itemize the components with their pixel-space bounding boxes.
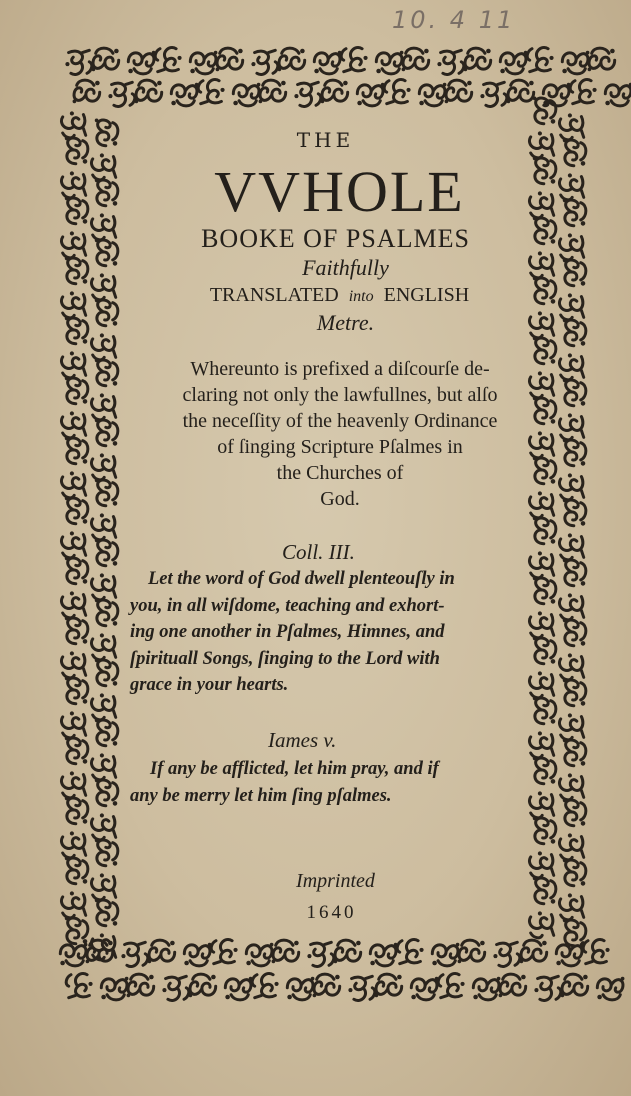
title-the: THE: [296, 128, 355, 152]
fleuron-ornament: [583, 939, 609, 963]
fleuron-ornament: [411, 977, 438, 1000]
fleuron-ornament: [562, 51, 589, 74]
description-block: [150, 356, 530, 512]
fleuron-ornament: [155, 47, 181, 71]
fleuron-ornament: [108, 82, 134, 106]
title-faithfully: Faithfully: [302, 255, 389, 280]
fleuron-ornament: [61, 351, 85, 377]
fleuron-ornament: [92, 48, 119, 71]
fleuron-ornament: [65, 797, 88, 824]
coll-verse: [130, 566, 530, 699]
fleuron-ornament: [438, 973, 464, 997]
fleuron-ornament: [216, 48, 243, 71]
fleuron-ornament: [348, 976, 374, 1000]
fleuron-ornament: [95, 359, 118, 386]
fleuron-ornament: [61, 591, 85, 617]
imprint-year: 1640: [306, 902, 357, 923]
fleuron-ornament: [559, 473, 583, 499]
fleuron-ornament: [437, 50, 463, 74]
fleuron-ornament: [61, 471, 85, 497]
fleuron-ornament: [321, 80, 348, 103]
fleuron-ornament: [563, 679, 586, 706]
fleuron-ornament: [246, 943, 273, 966]
fleuron-ornament: [65, 677, 88, 704]
fleuron-ornament: [529, 731, 553, 757]
fleuron-ornament: [527, 47, 553, 71]
fleuron-ornament: [91, 333, 115, 359]
fleuron-ornament: [402, 48, 429, 71]
fleuron-ornament: [61, 411, 85, 437]
title-english: ENGLISH: [383, 284, 470, 306]
fleuron-ornament: [225, 977, 252, 1000]
description-line: claring not only the lawfullnes, but alſo: [182, 384, 498, 406]
fleuron-ornament: [65, 617, 88, 644]
fleuron-ornament: [91, 573, 115, 599]
fleuron-ornament: [95, 599, 118, 626]
fleuron-ornament: [397, 939, 423, 963]
fleuron-ornament: [162, 976, 188, 1000]
james-verse: [130, 756, 530, 809]
fleuron-ornament: [61, 711, 85, 737]
fleuron-ornament: [563, 379, 586, 406]
title-metre: Metre.: [316, 310, 375, 335]
fleuron-ornament: [233, 83, 260, 106]
fleuron-ornament: [445, 80, 472, 103]
fleuron-ornament: [66, 973, 92, 997]
fleuron-ornament: [559, 833, 583, 859]
fleuron-ornament: [95, 719, 118, 746]
fleuron-ornament: [370, 943, 397, 966]
fleuron-ornament: [432, 943, 459, 966]
description-line: the neceſſity of the heavenly Ordinance: [182, 410, 498, 432]
fleuron-ornament: [493, 942, 519, 966]
james-verse-line: any be merry let him ſing pſalmes.: [130, 785, 392, 806]
fleuron-ornament: [563, 799, 586, 826]
fleuron-ornament: [559, 593, 583, 619]
fleuron-ornament: [529, 671, 553, 697]
fleuron-ornament: [278, 48, 305, 71]
title-booke-of-psalmes: BOOKE OF PSALMES: [201, 224, 470, 253]
fleuron-ornament: [65, 377, 88, 404]
fleuron-ornament: [341, 47, 367, 71]
fleuron-ornament: [499, 974, 526, 997]
fleuron-ornament: [91, 813, 115, 839]
fleuron-ornament: [520, 940, 547, 963]
fleuron-ornament: [287, 977, 314, 1000]
fleuron-ornament: [148, 940, 175, 963]
coll-verse-line: grace in your hearts.: [130, 675, 289, 695]
fleuron-ornament: [473, 977, 500, 1000]
fleuron-ornament: [313, 974, 340, 997]
fleuron-ornament: [533, 457, 556, 484]
coll-verse-line: you, in all wiſdome, teaching and exhort-: [130, 595, 445, 616]
fleuron-ornament: [91, 513, 115, 539]
james-verse-line: If any be afflicted, let him pray, and if: [150, 759, 439, 779]
fleuron-ornament: [533, 97, 556, 124]
handwritten-shelf-mark: 10. 4 11: [392, 6, 516, 34]
fleuron-ornament: [61, 831, 85, 857]
title-whole: VVHOLE: [214, 159, 465, 224]
fleuron-ornament: [65, 50, 91, 74]
description-line: of ſinging Scripture Pſalmes in: [217, 436, 463, 458]
fleuron-ornament: [101, 977, 128, 1000]
fleuron-ornament: [95, 479, 118, 506]
fleuron-ornament: [559, 713, 583, 739]
fleuron-ornament: [314, 51, 341, 74]
fleuron-ornament: [529, 791, 553, 817]
fleuron-ornament: [533, 697, 556, 724]
fleuron-ornament: [563, 499, 586, 526]
fleuron-ornament: [65, 497, 88, 524]
fleuron-ornament: [533, 517, 556, 544]
fleuron-ornament: [190, 51, 217, 74]
fleuron-ornament: [529, 491, 553, 517]
fleuron-ornament: [533, 637, 556, 664]
fleuron-ornament: [61, 531, 85, 557]
fleuron-ornament: [95, 419, 118, 446]
fleuron-ornament: [307, 942, 333, 966]
fleuron-ornament: [533, 337, 556, 364]
fleuron-ornament: [65, 437, 88, 464]
fleuron-ornament: [211, 939, 237, 963]
fleuron-ornament: [384, 79, 410, 103]
fleuron-ornament: [529, 611, 553, 637]
fleuron-ornament: [128, 51, 155, 74]
fleuron-ornament: [259, 80, 286, 103]
fleuron-ornament: [251, 50, 277, 74]
fleuron-ornament: [597, 977, 624, 1000]
fleuron-ornament: [563, 739, 586, 766]
fleuron-ornament: [529, 371, 553, 397]
description-line: God.: [320, 488, 360, 510]
fleuron-ornament: [95, 779, 118, 806]
fleuron-ornament: [559, 353, 583, 379]
fleuron-ornament: [91, 393, 115, 419]
fleuron-ornament: [334, 940, 361, 963]
fleuron-ornament: [65, 737, 88, 764]
fleuron-ornament: [500, 51, 527, 74]
fleuron-ornament: [135, 80, 162, 103]
fleuron-ornament: [91, 693, 115, 719]
coll-verse-line: Let the word of God dwell plenteouſly in: [148, 569, 455, 589]
fleuron-ornament: [533, 757, 556, 784]
fleuron-ornament: [464, 48, 491, 71]
coll-reference: Coll. III.: [282, 540, 355, 564]
fleuron-ornament: [559, 413, 583, 439]
fleuron-ornament: [127, 974, 154, 997]
description-line: the Churches of: [276, 462, 404, 484]
title-translated: TRANSLATED: [209, 284, 339, 306]
fleuron-ornament: [184, 943, 211, 966]
fleuron-ornament: [563, 559, 586, 586]
fleuron-ornament: [376, 51, 403, 74]
fleuron-ornament: [559, 533, 583, 559]
fleuron-ornament: [91, 633, 115, 659]
fleuron-ornament: [605, 83, 631, 106]
description-line: Whereunto is prefixed a diſcourſe de-: [190, 358, 490, 380]
james-reference: Iames v.: [268, 728, 337, 752]
fleuron-ornament: [95, 659, 118, 686]
fleuron-ornament: [65, 557, 88, 584]
fleuron-ornament: [507, 80, 534, 103]
fleuron-ornament: [198, 79, 224, 103]
fleuron-ornament: [480, 82, 506, 106]
fleuron-ornament: [458, 940, 485, 963]
fleuron-ornament: [272, 940, 299, 963]
coll-verse-line: ing one another in Pſalmes, Himnes, and: [130, 622, 445, 642]
fleuron-ornament: [121, 942, 147, 966]
fleuron-ornament: [570, 79, 596, 103]
fleuron-ornament: [171, 83, 198, 106]
fleuron-ornament: [559, 653, 583, 679]
fleuron-ornament: [588, 48, 615, 71]
coll-verse-line: ſpirituall Songs, ſinging to the Lord with: [130, 648, 440, 669]
fleuron-ornament: [61, 651, 85, 677]
fleuron-ornament: [419, 83, 446, 106]
fleuron-ornament: [252, 973, 278, 997]
fleuron-ornament: [533, 817, 556, 844]
fleuron-ornament: [533, 397, 556, 424]
fleuron-ornament: [559, 773, 583, 799]
fleuron-ornament: [73, 80, 100, 103]
fleuron-ornament: [357, 83, 384, 106]
fleuron-ornament: [563, 619, 586, 646]
fleuron-ornament: [563, 439, 586, 466]
fleuron-ornament: [189, 974, 216, 997]
fleuron-ornament: [561, 974, 588, 997]
fleuron-ornament: [529, 551, 553, 577]
fleuron-ornament: [95, 539, 118, 566]
title-translated-line: [0, 284, 631, 307]
fleuron-ornament: [95, 839, 118, 866]
title-into: into: [348, 288, 374, 305]
fleuron-ornament: [91, 453, 115, 479]
imprint-label: Imprinted: [296, 870, 375, 892]
fleuron-ornament: [529, 431, 553, 457]
fleuron-ornament: [294, 82, 320, 106]
fleuron-ornament: [375, 974, 402, 997]
fleuron-ornament: [61, 771, 85, 797]
fleuron-ornament: [534, 976, 560, 1000]
fleuron-ornament: [60, 943, 87, 966]
fleuron-ornament: [91, 753, 115, 779]
fleuron-ornament: [533, 577, 556, 604]
